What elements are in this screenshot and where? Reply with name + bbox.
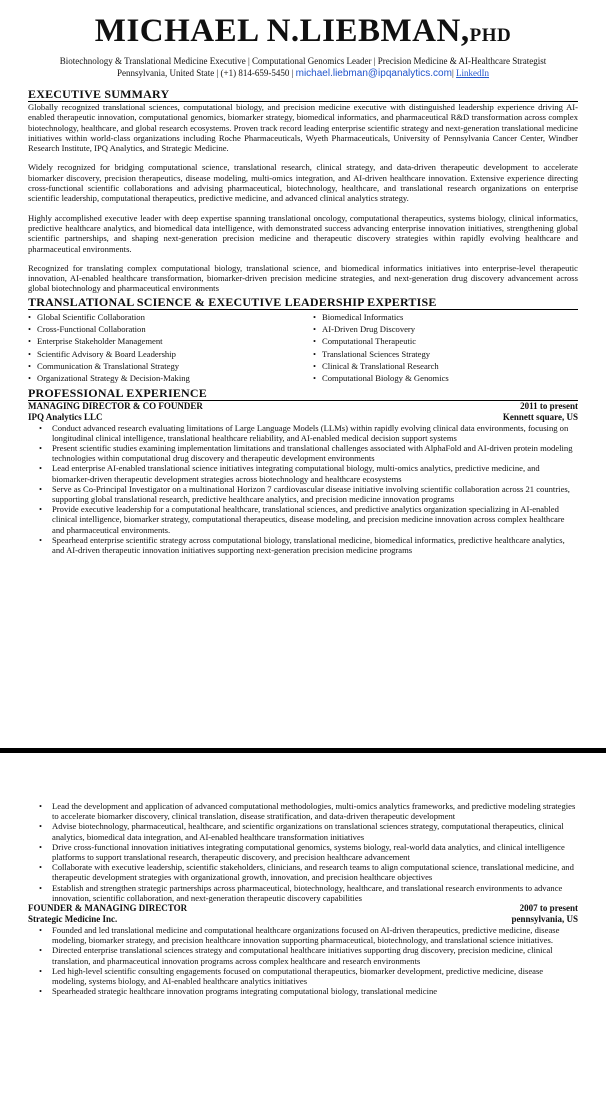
job-bullet: • Led high-level scientific consulting engagements focused on computational therapeutics, biomarker development, predictive medicine, disease modeling, systems biology, and AI-enabled healthcare analytics initiatives bbox=[52, 966, 578, 986]
expertise-item: • Computational Therapeutic bbox=[313, 335, 578, 347]
job-bullets-continued bbox=[52, 801, 578, 903]
job-company-row bbox=[28, 412, 578, 423]
job-title: MANAGING DIRECTOR & CO FOUNDER bbox=[28, 400, 203, 411]
resume-page-2 bbox=[0, 753, 606, 1100]
summary-paragraph-2: Widely recognized for bridging computational science, translational research, clinical strategy, and data-driven therapeutic development to accelerate biomarker discovery, precision therapeutics, disease modeling, multi-omics integration, and AI-driven healthcare innovation. Extensive experience directing cross-functional scientific collaborations and advising pharmaceutical, biotechnology, healthcare, and translational research organizations on enterprise scientific leadership, computational therapeutics, predictive medicine, and advanced clinical analytics strategy. bbox=[28, 162, 578, 204]
job-bullet: • Serve as Co-Principal Investigator on a multinational Horizon 7 cardiovascular disease initiative involving scientific collaboration across 21 countries, supporting global translational research, predictive healthcare analytics, and precision medicine innovation programs bbox=[52, 484, 578, 504]
job-location: Kennett square, US bbox=[502, 411, 578, 422]
job-bullet: • Spearheaded strategic healthcare innovation programs integrating computational biology, translational medicine bbox=[52, 986, 578, 996]
job-dates: 2011 to present bbox=[520, 400, 578, 411]
job-bullets bbox=[52, 423, 578, 556]
summary-paragraph-1: Globally recognized translational sciences, computational biology, and precision medicine executive with distinguished leadership experience driving AI-enabled therapeutic innovation, computational genomics, biomarker strategy, biomedical informatics, and pharmaceutical R&D transformation across complex biotechnology, healthcare, and global research ecosystems. Proven track record leading enterprise scientific strategy and next-generation translational medicine initiatives within world-class organizations including Roche Pharmaceuticals, Wyeth Pharmaceuticals, University of Pennsylvania Cancer Center, Windber Research Institute, IPQ Analytics, and Strategic Medicine. bbox=[28, 102, 578, 154]
executive-summary-heading: EXECUTIVE SUMMARY bbox=[28, 88, 578, 102]
job-company: IPQ Analytics LLC bbox=[28, 411, 103, 422]
job-title-row bbox=[28, 401, 578, 412]
expertise-item: • Computational Biology & Genomics bbox=[313, 372, 578, 384]
expertise-item: • Clinical & Translational Research bbox=[313, 360, 578, 372]
summary-paragraph-4: Recognized for translating complex computational biology, translational science, and biomedical informatics initiatives into enterprise-level therapeutic innovation, AI-enabled healthcare transformation, biomarker-driven precision medicine strategies, and next-generation drug discovery advancement across global biotechnology and pharmaceutical environments bbox=[28, 262, 578, 294]
job-bullets bbox=[52, 925, 578, 996]
job-bullet: • Lead enterprise AI-enabled translational science initiatives integrating computational biology, multi-omics analytics, predictive medicine, and biomarker-driven therapeutic development strategies across biotechnology and healthcare ecosystems bbox=[52, 463, 578, 483]
expertise-heading: TRANSLATIONAL SCIENCE & EXECUTIVE LEADERSHIP EXPERTISE bbox=[28, 296, 578, 310]
summary-paragraph-3: Highly accomplished executive leader with deep expertise spanning translational oncology, computational therapeutics, systems biology, clinical informatics, predictive healthcare analytics, and biomedical data intelligence, with demonstrated success advancing enterprise innovation initiatives, strengthening global scientific partnerships, and shaping next-generation precision medicine and therapeutic discovery strategies within rapidly evolving healthcare and pharmaceutical environments. bbox=[28, 212, 578, 254]
job-company: Strategic Medicine Inc. bbox=[28, 914, 118, 925]
job-title: FOUNDER & MANAGING DIRECTOR bbox=[28, 903, 188, 914]
expertise-item: • Enterprise Stakeholder Management bbox=[28, 335, 293, 347]
email-link[interactable]: michael.liebman@ipqanalytics.com bbox=[295, 68, 452, 79]
expertise-item: • Translational Sciences Strategy bbox=[313, 348, 578, 360]
expertise-item: • Biomedical Informatics bbox=[313, 311, 578, 323]
linkedin-link[interactable]: LinkedIn bbox=[456, 68, 490, 78]
job-bullet: • Provide executive leadership for a computational healthcare, translational sciences, and predictive analytics organization specializing in AI-enabled clinical intelligence, biomarker strategy, computational therapeutics, disease modeling, and precision medicine innovation across complex healthcare and pharmaceutical environments. bbox=[52, 504, 578, 535]
job-bullet: • Lead the development and application of advanced computational methodologies, multi-omics analytics frameworks, and predictive modeling strategies to accelerate biomarker discovery, clinical translation, disease stratification, and data-driven therapeutic development bbox=[52, 801, 578, 821]
expertise-item: • Organizational Strategy & Decision-Making bbox=[28, 372, 293, 384]
job-company-row bbox=[28, 914, 578, 925]
expertise-list bbox=[28, 311, 578, 385]
expertise-item: • Cross-Functional Collaboration bbox=[28, 323, 293, 335]
job-bullet: • Directed enterprise translational sciences strategy and computational healthcare initiatives supporting drug discovery, precision medicine, clinical translation, and pharmaceutical innovation programs across complex healthcare and research environments bbox=[52, 945, 578, 965]
expertise-item: • Scientific Advisory & Board Leadership bbox=[28, 348, 293, 360]
job-location: pennsylvania, US bbox=[511, 914, 578, 925]
expertise-item: • Global Scientific Collaboration bbox=[28, 311, 293, 323]
job-dates: 2007 to present bbox=[519, 903, 578, 914]
job-bullet: • Conduct advanced research evaluating limitations of Large Language Models (LLMs) within rapidly evolving clinical data environments, focusing on longitudinal clinical intelligence, translational healthcare reliability, and AI-enabled medical decision support systems bbox=[52, 423, 578, 443]
contact-line bbox=[0, 67, 606, 80]
expertise-item: • AI-Driven Drug Discovery bbox=[313, 323, 578, 335]
candidate-name bbox=[0, 12, 606, 55]
name-suffix: PHD bbox=[469, 25, 512, 46]
location-phone: Pennsylvania, United State | (+1) 814-659-5450 | bbox=[116, 68, 294, 78]
experience-heading: PROFESSIONAL EXPERIENCE bbox=[28, 387, 578, 401]
name-text: MICHAEL N.LIEBMAN, bbox=[94, 13, 470, 49]
job-bullet: • Advise biotechnology, pharmaceutical, healthcare, and scientific organizations on translational sciences strategy, computational therapeutics, clinical analytics, biomedical data integration, and AI-enabled healthcare transformation initiatives bbox=[52, 821, 578, 841]
expertise-column-right bbox=[293, 311, 578, 385]
job-bullet: • Founded and led translational medicine and computational healthcare organizations focused on AI-driven therapeutics, predictive medicine, disease modeling, biomarker strategy, and precision healthcare innovation supporting pharmaceutical, biotechnology, and translational science initiatives. bbox=[52, 925, 578, 945]
job-bullet: • Establish and strengthen strategic partnerships across pharmaceutical, biotechnology, healthcare, and translational research environments to advance innovation, scientific collaboration, and next-generation therapeutic discovery capabilities bbox=[52, 883, 578, 903]
job-bullet: • Spearhead enterprise scientific strategy across computational biology, translational medicine, biomedical informatics, predictive healthcare analytics, and AI-driven therapeutic innovation initiatives supporting next-generation precision medicine programs bbox=[52, 535, 578, 555]
expertise-column-left bbox=[28, 311, 293, 385]
contact-separator: | bbox=[451, 68, 454, 78]
job-bullet: • Present scientific studies examining implementation limitations and translational challenges associated with AlphaFold and AI-driven protein modeling technologies within computational drug discovery and therapeutic development environments bbox=[52, 443, 578, 463]
job-bullet: • Collaborate with executive leadership, scientific stakeholders, clinicians, and research teams to align computational science, translational medicine, and therapeutic development strategies with organizational growth, innovation, and precision healthcare objectives bbox=[52, 862, 578, 882]
job-title-row bbox=[28, 903, 578, 914]
expertise-item: • Communication & Translational Strategy bbox=[28, 360, 293, 372]
tagline: Biotechnology & Translational Medicine Executive | Computational Genomics Leader | Precision Medicine & AI-Healthcare Strategist bbox=[59, 56, 547, 66]
job-bullet: • Drive cross-functional innovation initiatives integrating computational genomics, systems biology, real-world data analytics, and clinical intelligence platforms to support translational research, therapeutic discovery, and precision healthcare advancement bbox=[52, 842, 578, 862]
